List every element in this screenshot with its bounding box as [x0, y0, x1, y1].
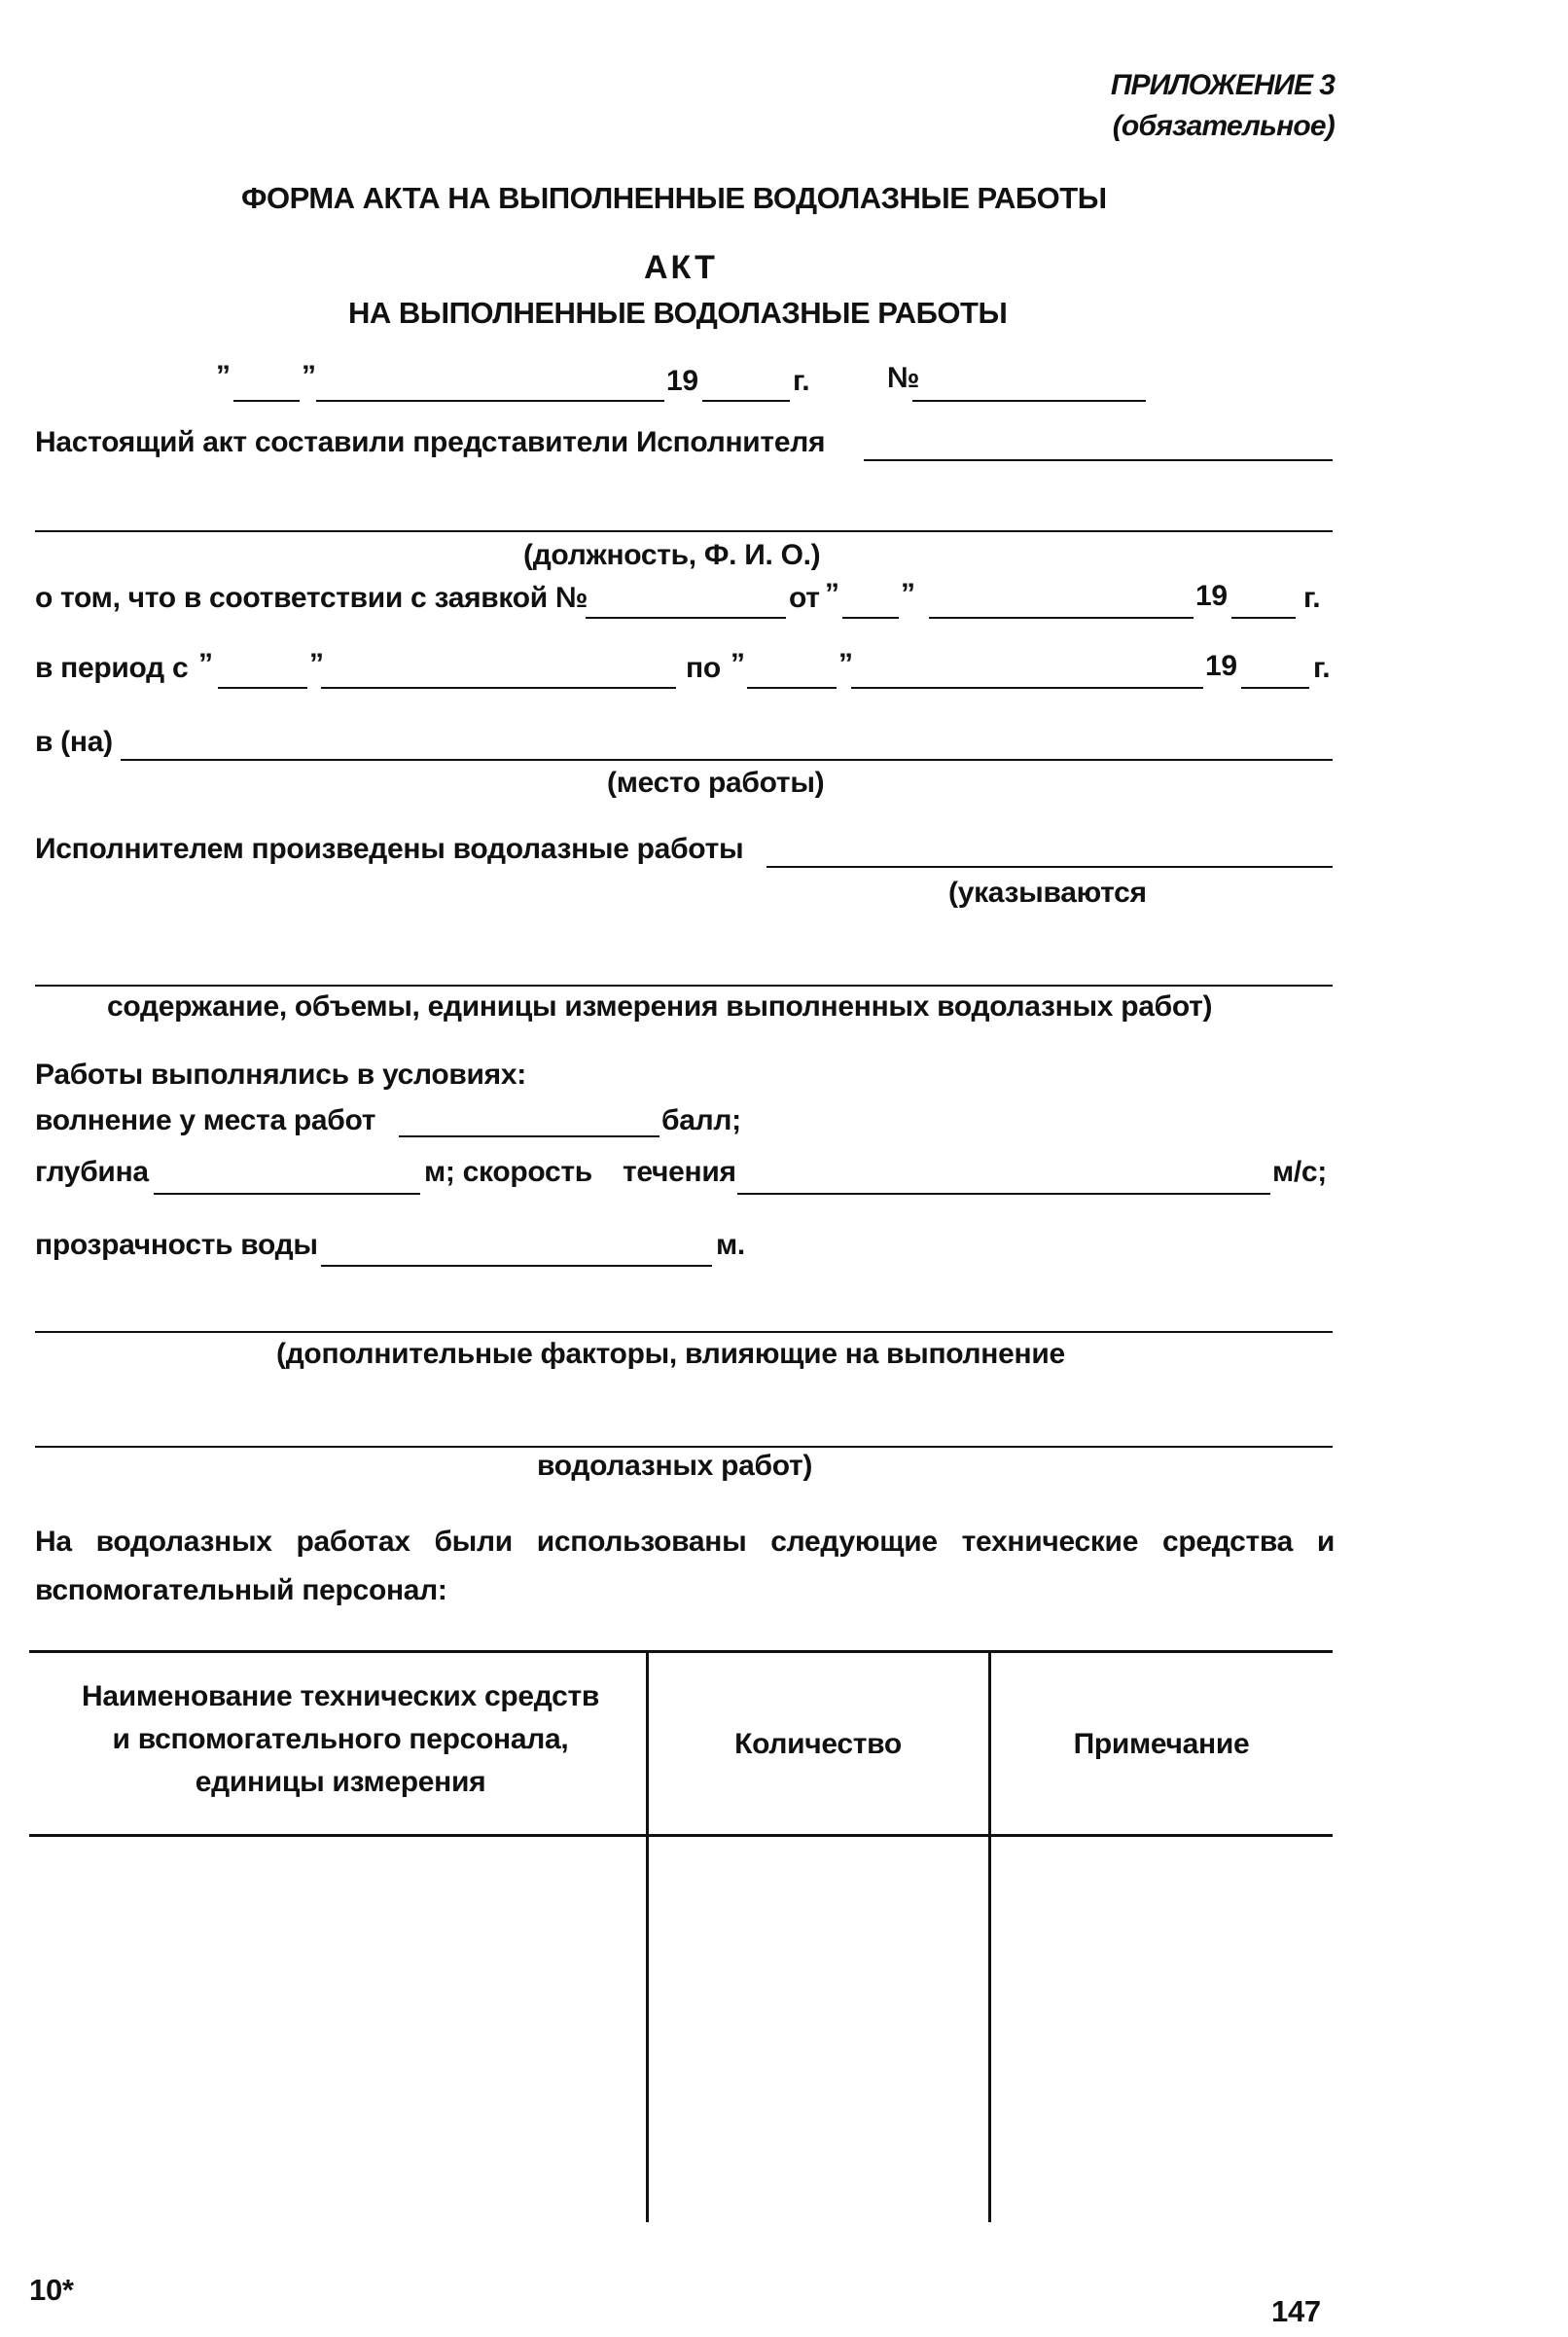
number-sign: №	[887, 362, 920, 394]
factors-field-2[interactable]	[35, 1446, 1333, 1448]
table-header-quantity: Количество	[734, 1728, 902, 1760]
equipment-paragraph: На водолазных работах были использованы следующие технические средства и вспомогательный персонал:	[35, 1526, 1335, 1606]
request-month-field[interactable]	[929, 617, 1194, 619]
date-quote-close: ”	[302, 360, 316, 392]
period-year-prefix: 19	[1205, 650, 1237, 682]
date-year-suffix: г.	[793, 365, 810, 397]
form-title: ФОРМА АКТА НА ВЫПОЛНЕННЫЕ ВОДОЛАЗНЫЕ РАБОТЫ	[241, 181, 1107, 215]
transparency-label: прозрачность воды	[35, 1229, 318, 1261]
appendix-title: ПРИЛОЖЕНИЕ 3	[1110, 69, 1335, 101]
works-caption-2: содержание, объемы, единицы измерения выполненных водолазных работ)	[107, 990, 1213, 1023]
period-to-quote-open: ”	[731, 648, 745, 680]
place-caption: (место работы)	[607, 767, 825, 799]
page-number: 147	[1271, 2294, 1321, 2328]
waves-field[interactable]	[399, 1135, 659, 1137]
request-number-field[interactable]	[586, 617, 786, 619]
table-column-divider-2	[988, 1650, 991, 2222]
representatives-field[interactable]	[864, 459, 1333, 461]
request-quote-close: ”	[901, 578, 915, 610]
appendix-note: (обязательное)	[1112, 110, 1335, 142]
request-from-label: от	[789, 582, 820, 614]
works-field[interactable]	[766, 866, 1333, 868]
current-label: течения	[623, 1156, 736, 1188]
table-top-border	[29, 1650, 1333, 1653]
factors-caption-2: водолазных работ)	[537, 1450, 813, 1482]
transparency-unit: м.	[716, 1229, 745, 1261]
works-caption-1: (указываются	[948, 877, 1147, 909]
factors-caption-1: (дополнительные факторы, влияющие на выполнение	[276, 1338, 1065, 1370]
depth-field[interactable]	[154, 1193, 420, 1195]
representatives-label: Настоящий акт составили представители Исполнителя	[35, 426, 826, 458]
period-quote-close: ”	[309, 648, 324, 680]
date-year-prefix: 19	[666, 365, 698, 397]
date-month-field[interactable]	[316, 400, 664, 402]
period-to-month-field[interactable]	[851, 687, 1203, 689]
depth-unit: м; скорость	[424, 1156, 592, 1188]
table-header-bottom-border	[29, 1834, 1333, 1837]
position-caption: (должность, Ф. И. О.)	[523, 539, 821, 571]
waves-unit: балл;	[661, 1104, 741, 1136]
period-from-day-field[interactable]	[218, 687, 307, 689]
request-day-field[interactable]	[842, 617, 899, 619]
table-header-name-line-1: Наименование технических средств	[81, 1680, 600, 1712]
act-subtitle: НА ВЫПОЛНЕННЫЕ ВОДОЛАЗНЫЕ РАБОТЫ	[348, 296, 1008, 330]
request-year-field[interactable]	[1231, 617, 1296, 619]
period-label: в период с	[35, 652, 189, 684]
period-year-suffix: г.	[1313, 652, 1331, 684]
current-unit: м/с;	[1272, 1156, 1328, 1188]
table-column-divider-1	[646, 1650, 649, 2222]
table-header-note: Примечание	[1073, 1728, 1250, 1760]
table-header-name	[39, 1675, 642, 1804]
works-label: Исполнителем произведены водолазные работы	[35, 833, 744, 865]
table-header-name-line-3: единицы измерения	[195, 1766, 486, 1798]
period-from-month-field[interactable]	[321, 687, 676, 689]
place-field[interactable]	[121, 759, 1333, 761]
waves-label: волнение у места работ	[35, 1104, 376, 1136]
date-day-field[interactable]	[233, 400, 300, 402]
date-year-field[interactable]	[702, 400, 790, 402]
period-to-day-field[interactable]	[747, 687, 837, 689]
request-year-suffix: г.	[1303, 582, 1321, 614]
table-header-name-line-2: и вспомогательного персонала,	[112, 1723, 569, 1755]
footer-left-mark: 10*	[29, 2273, 74, 2307]
request-label: о том, что в соответствии с заявкой №	[35, 582, 588, 614]
depth-label: глубина	[35, 1156, 149, 1188]
transparency-field[interactable]	[321, 1265, 712, 1267]
date-quote-open: ”	[216, 360, 231, 392]
period-to-quote-close: ”	[838, 648, 853, 680]
works-field-2[interactable]	[35, 985, 1333, 987]
request-quote-open: ”	[825, 578, 839, 610]
place-label: в (на)	[35, 726, 113, 758]
act-title: АКТ	[644, 249, 718, 286]
period-quote-open: ”	[198, 648, 213, 680]
current-field[interactable]	[737, 1193, 1270, 1195]
request-year-prefix: 19	[1195, 580, 1228, 612]
factors-field[interactable]	[35, 1331, 1333, 1333]
conditions-heading: Работы выполнялись в условиях:	[35, 1059, 526, 1091]
period-year-field[interactable]	[1241, 687, 1309, 689]
period-to-label: по	[686, 652, 721, 684]
act-number-field[interactable]	[912, 400, 1146, 402]
representatives-field-2[interactable]	[35, 530, 1333, 532]
